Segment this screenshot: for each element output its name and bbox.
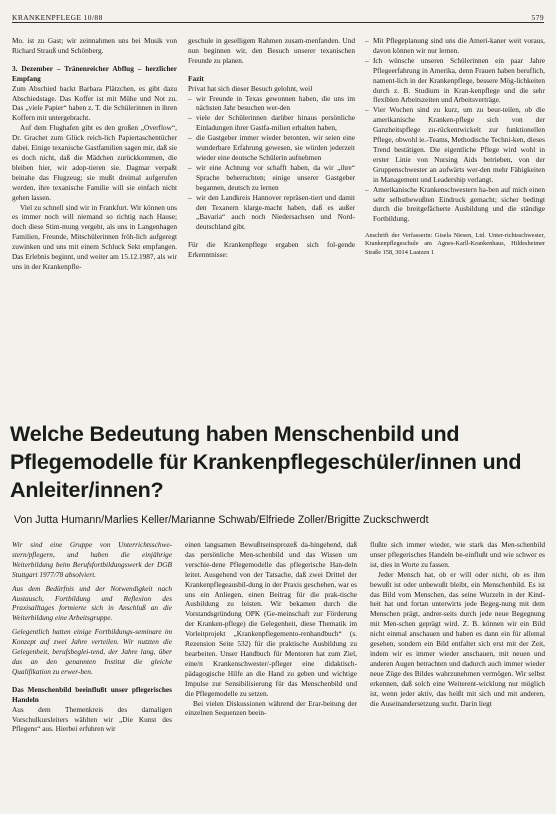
page-number: 579 bbox=[531, 13, 544, 22]
list-item: – viele der Schülerinnen darüber hinaus persönliche Einladungen ihrer Gastfa-milien erhalten haben, bbox=[188, 113, 355, 133]
author-address: Anschrift der Verfasserin: Gisela Niesen, Ltd. Unter-richtsschwester, Krankenpflegeschule am Agnes-Karll-Krankenhaus, Hildesheimer Straße 158, 3014 Laatzen 1 bbox=[365, 232, 545, 256]
article-column-2 bbox=[185, 540, 357, 718]
upper-column-1 bbox=[12, 36, 177, 272]
list-item: – Ich wünsche unseren Schülerinnen ein paar Jahre Pflegeerfahrung in Amerika, denn Frauen haben beruflich, nament-lich in der Krankenpflege, bessere Mög-lichkeiten durch z. B. Studium in Kran-kenpflege und die sehr flexiblen Arbeitszeiten und Arbeitsverträge. bbox=[365, 56, 545, 106]
list-item: – wir den Landkreis Hannover repräsen-tiert und damit den Texanern klarge-macht haben, daß es außer „Bavaria“ auch noch Niedersachsen und Nord-deutschland gibt. bbox=[188, 193, 355, 233]
paragraph: Mo. ist zu Gast; wir zeinnahmen uns bei Musik von Richard Strauß und Schönberg. bbox=[12, 36, 177, 55]
journal-issue: KRANKENPFLEGE 10/88 bbox=[12, 13, 103, 22]
list-item: – die Gastgeber immer wieder betonten, wir seien eine wunderbare Erfahrung gewesen, sie würden jederzeit wieder eine deutsche Schülerin aufnehmen bbox=[188, 133, 355, 163]
paragraph: Viel zu schnell sind wir in Frankfurt. Wir können uns es immer noch will niemand so richtig nach Hause; doch diese Stim-mung vergeht, als uns in Langenhagen Familien, Freunde, Mitschülerinnen fröh-lich aufgeregt zuwinken und uns mit einem Schluck Sekt empfangen. Das Erlebnis beginnt, und weiter am 15.12.1987, als wir uns in der Krankenpfle- bbox=[12, 202, 177, 271]
list-item: – Vier Wochen sind zu kurz, um zu beur-teilen, ob die amerikanische Kranken-pflege sich von der Ganzheitspflege zu-rückentwickelt zur funktionellen Pflege, obwohl ie.-Teams, Methodische Techni-ken, dieses Trend bestätigen. Die eigentliche Pflege wird wohl in erster Linie von Nursing Aids betrieben, von der Gruppenschwester an aufwärts wer-den mehr Fähigkeiten in Management und Leadership verlangt. bbox=[365, 105, 545, 184]
paragraph: Jeder Mensch hat, ob er will oder nicht, ob es ihm bewußt ist oder unbewußt bleibt, ein Menschenbild. Es ist das Bild vom Menschen, das seine Wurzeln in der Kind-heit hat und fortan unterwirts jede Begeg-nung mit dem Menschen prägt, andrer-seits durch jede neue Begegnung mit Men-schen geprägt wird. Z. B. können wir ein Bild nicht einmal anschauen und haben es dann ein für allemal gesehen, sondern ein Bild entfaltet sich erst mit der Zeit, indem wir es immer wieder anschauen, mit neuen und anderen Augen betrachten und dadurch auch immer wieder neue Züge des Bildes wahrzunehmen vermögen. Wir selbst erkennen, daß solch eine Weiterent-wicklung nur möglich ist, wenn jeder aktiv, das heißt mit sich und mit anderen, die Auseinandersetzung sucht. Darin liegt bbox=[370, 569, 545, 708]
intro-paragraph: Gelegentlich hatten einige Fortbildungs-seminare im Konzept auf zwei Jahre verteilen. Wir nutzten die Gelegenheit, berufsbeglei-tend, der Jahre lang, über das an den genannten Institut die gleiche Qualifikation zu erwer-ben. bbox=[12, 627, 172, 676]
paragraph: geschule in geselligem Rahmen zusam-menfanden. Und nun beginnen wir, den Besuch unserer texanischen Freunde zu planen. bbox=[188, 36, 355, 65]
paragraph: Zum Abschied backt Barbara Plätzchen, es gibt dazu Abschiedstage. Das Koffer ist mit Mühe und Not zu. Das „viele Papier“ haben z. T. die Schülerinnen in ihren Koffern mit untergebracht. bbox=[12, 83, 177, 123]
upper-column-3 bbox=[365, 36, 545, 257]
article-column-1 bbox=[12, 540, 172, 734]
list-item: – Mit Pflegeplanung sind uns die Ameri-kaner weit voraus, davon können wir nur lernen. bbox=[365, 36, 545, 56]
section-heading-fazit: Fazit bbox=[188, 73, 204, 83]
paragraph: Auf dem Flughafen gibt es den großen „Overflow“, Dr. Grachet zum Glück reich-lich Papiertaschentücher dabei. Einige texanische Gastfamilien sagen mir, daß sie es doch nicht, daß die Mädchen zurückkommen, die bleiben hier, wir adop-tieren sie. Dagmar verpaßt beinahe das Flugzeug; sie mußt dreimal aufgerufen werden, ihre texanische Familie will sie einfach nicht gehen lassen. bbox=[12, 123, 177, 202]
paragraph: Aus dem Themenkreis des damaligen Vorschulkursleiters wählten wir „Die Kunst des Pflegens“ aus. Hierbei erfuhren wir bbox=[12, 704, 172, 734]
paragraph: einen langsamen Bewußtseinsprozeß da-hingehend, daß das persönliche Men-schenbild und das Wissen um verschie-dene Pflegemodelle das pflegerische Han-deln leitet. Ausgehend von der Tatsache, daß zwei Drittel der Krankenpflegeausbil-dung in der Praxis geschehen, war es uns ein Anliegen, einen Beitrag für die prak-tische Ausbildung zu leisten. Wir bekamen durch die Vorstandsgründung OPK (Ge-meinschaft zur Förderung der Kranken-pflege) die Gelegenheit, diese Thematik im Vorleitprojekt „Krankenpflegemento-renhandbuch“ (s. Rezension Seite 532) für die praktische Ausbildung zu bearbeiten. Unser Handbuch für Mentoren hat zum Ziel, eine/n Krankenschwester/-pfleger eine didaktisch-pädagogische Hilfe an die Hand zu geben und wichtige Impulse zur Sensibilisierung für das Menschenbild und die Pflegemodelle zu setzen. bbox=[185, 540, 357, 698]
paragraph: Privat hat sich dieser Besuch gelohnt, weil bbox=[188, 83, 313, 93]
list-item: – Amerikanische Krankenschwestern ha-ben auf mich einen sehr selbstbewußten Eindruck gemacht; sicher bedingt durch die breitgefächerte Ausbildung und die ständige Fortbildung. bbox=[365, 185, 545, 225]
list-item: – wir eine Achtung vor schafft haben, da wir „ihre“ Sprache beherrschten; einige unserer Gastgeber begannen, deutsch zu lernen bbox=[188, 163, 355, 193]
section-heading: 3. Dezember – Tränenreicher Abflug – herzlicher Empfang bbox=[12, 63, 177, 83]
list-item: – wir Freunde in Texas gewonnen haben, die uns im nächsten Jahr besuchen wer-den bbox=[188, 94, 355, 114]
intro-paragraph: Aus dem Bedürfnis und der Notwendigkeit nach Austausch, Fortbildung und Reflexion des Praxisalltages formierte sich in Anschluß an die Weiterbildung eine Arbeitsgruppe. bbox=[12, 583, 172, 623]
article-column-3 bbox=[370, 540, 545, 708]
intro-box bbox=[12, 540, 172, 677]
intro-paragraph: Wir sind eine Gruppe von Unterrichtsschwe-stern/pflegern, und haben die einjährige Weiterbildung beim Berufsfortbildungswerk der DGB Stuttgart 1977/78 absolviert. bbox=[12, 540, 172, 579]
upper-column-2 bbox=[188, 36, 355, 260]
paragraph: flußte sich immer wieder, wie stark das Men-schenbild unser pflegerisches Handeln be-einflußt und wie schwer es ist, dies in Worte zu fassen. bbox=[370, 540, 545, 569]
article-title: Welche Bedeutung haben Menschenbild und Pflegemodelle für Krankenpflegeschüler/innen und Anleiter/innen? bbox=[10, 422, 522, 502]
running-head bbox=[12, 8, 544, 23]
paragraph: Bei vielen Diskussionen während der Erar-beitung der einzelnen Sequenzen beein- bbox=[185, 698, 357, 718]
paragraph: Für die Krankenpflege ergaben sich fol-gende Erkenntnisse: bbox=[188, 240, 355, 260]
section-heading: Das Menschenbild beeinflußt unser pflegerisches Handeln bbox=[12, 684, 172, 704]
conclusion-list bbox=[188, 94, 355, 233]
article-byline: Von Jutta Humann/Marlies Keller/Marianne Schwab/Elfriede Zoller/Brigitte Zuckschwerdt bbox=[14, 514, 429, 526]
findings-list bbox=[365, 36, 545, 224]
